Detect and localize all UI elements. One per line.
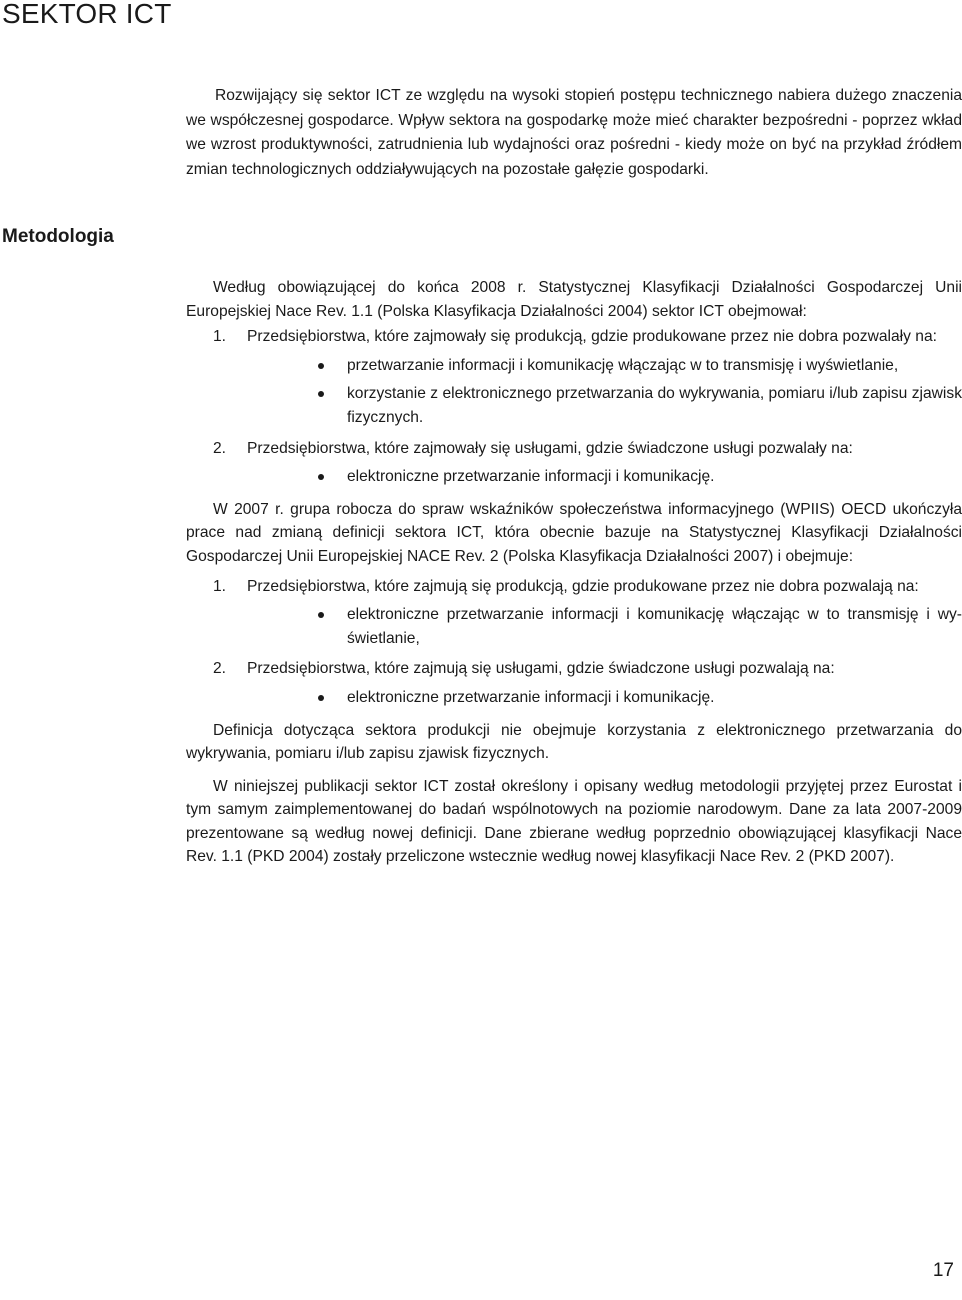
bullet-icon — [318, 474, 324, 480]
nace-rev-1-1-list — [186, 325, 962, 489]
bullet-text: korzystanie z elektronicznego przetwarzania do wykrywania, pomiaru i/lub zapisu zjawisk fizycznych. — [347, 385, 962, 426]
bullet-item — [247, 382, 962, 429]
bullet-icon — [318, 391, 324, 397]
page-number: 17 — [932, 1260, 954, 1281]
methodology-paragraph-3: Definicja dotycząca sektora produkcji nie obejmuje korzystania z elektronicznego przetwarzania do wykrywania, pomiaru i/lub zapisu zjawisk fizycznych. — [186, 721, 962, 763]
list-item — [186, 325, 962, 429]
methodology-paragraph-1: Według obowiązującej do końca 2008 r. Statystycznej Klasyfikacji Działalności Gospodarczej Unii Europejskiej Nace Rev. 1.1 (Polska Klasyfikacja Działalności 2004) sektor ICT obejmował: — [186, 279, 962, 320]
bullet-icon — [318, 612, 324, 618]
page-title: SEKTOR ICT — [2, 0, 172, 29]
list-item-text: Przedsiębiorstwa, które zajmują się produkcją, gdzie produkowane przez nie dobra pozwalają na: — [247, 577, 919, 595]
bullet-text: elektroniczne przetwarzanie informacji i komunikację. — [347, 468, 715, 486]
bullet-item — [247, 354, 962, 378]
section-heading-metodologia: Metodologia — [2, 226, 114, 247]
list-item — [186, 575, 962, 651]
methodology-paragraph-4: W niniejszej publikacji sektor ICT został określony i opisany według metodologii przyjętej przez Eurostat i tym samym zaimplementowanej do badań wspólnotowych na poziomie narodowym. Dane za lata 2007-2009 prezentowane są według nowej definicji. Dane zbierane według poprzednio obowiązującej klasyfikacji Nace Rev. 1.1 (PKD 2004) zostały przeliczone wstecznie według nowej klasyfikacji Nace Rev. 2 (PKD 2007). — [186, 777, 962, 866]
bullet-list — [247, 354, 962, 430]
bullet-icon — [318, 695, 324, 701]
methodology-section — [186, 276, 962, 869]
list-item — [186, 657, 962, 709]
bullet-item — [247, 603, 962, 650]
bullet-list — [247, 465, 962, 489]
methodology-paragraph-2: W 2007 r. grupa robocza do spraw wskaźników społeczeństwa informacyjnego (WPIIS) OECD ukończyła prace nad zmianą definicji sektora ICT, która obecnie bazuje na Statystycznej Klasyfikacji Działalności Gospodarczej Unii Europejskiej NACE Rev. 2 (Polska Klasyfikacja Działalności 2007) i obejmuje: — [186, 500, 962, 565]
bullet-list — [247, 686, 962, 710]
list-number: 1. — [213, 577, 227, 595]
bullet-text: elektroniczne przetwarzanie informacji i komunikację włączając w to transmisję i wyświetlanie, — [347, 606, 962, 647]
list-item-text: Przedsiębiorstwa, które zajmują się usługami, gdzie świadczone usługi pozwalają na: — [247, 660, 835, 678]
bullet-text: przetwarzanie informacji i komunikację włączając w to transmisję i wyświetlanie, — [347, 356, 899, 374]
intro-paragraph: Rozwijający się sektor ICT ze względu na wysoki stopień postępu technicznego nabiera dużego znaczenia we współczesnej gospodarce. Wpływ sektora na gospodarkę może mieć charakter bezpośredni - poprzez wkład we wzrost produktywności, zatrudnienia lub wydajności oraz pośredni - kiedy może on być na przykład źródłem zmian technologicznych oddziaływujących na pozostałe gałęzie gospodarki. — [186, 87, 962, 178]
bullet-item — [247, 465, 962, 489]
list-item-text: Przedsiębiorstwa, które zajmowały się produkcją, gdzie produkowane przez nie dobra pozwalały na: — [247, 328, 937, 346]
bullet-text: elektroniczne przetwarzanie informacji i komunikację. — [347, 688, 715, 706]
list-number: 1. — [213, 328, 227, 346]
bullet-icon — [318, 363, 324, 369]
list-item — [186, 437, 962, 489]
bullet-list — [247, 603, 962, 650]
list-item-text: Przedsiębiorstwa, które zajmowały się usługami, gdzie świadczone usługi pozwalały na: — [247, 439, 853, 457]
bullet-item — [247, 686, 962, 710]
nace-rev-2-list — [186, 575, 962, 710]
list-number: 2. — [213, 439, 227, 457]
list-number: 2. — [213, 660, 227, 678]
